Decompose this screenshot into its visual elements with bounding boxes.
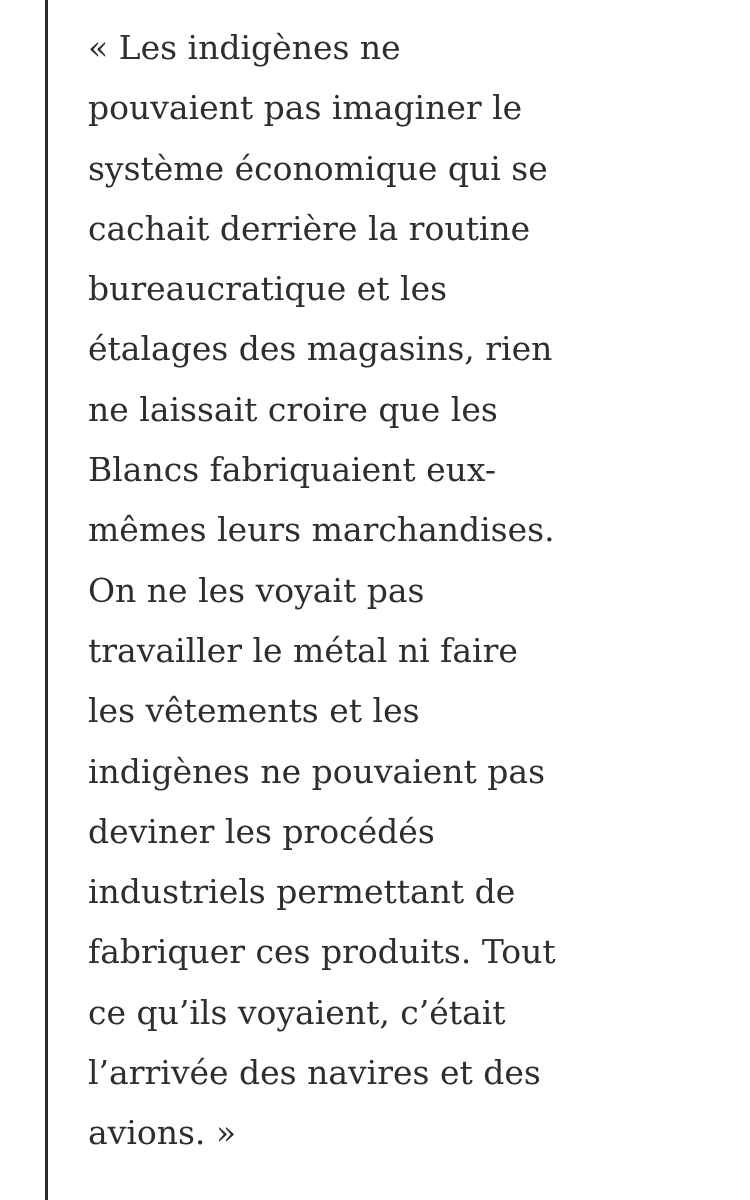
quote-line: système économique qui se xyxy=(88,148,548,188)
quote-line: « Les indigènes ne xyxy=(88,28,401,67)
quote-line: On ne les voyait pas xyxy=(88,570,425,610)
quote-line: ne laissait croire que les xyxy=(88,389,498,429)
quote-line: deviner les procédés xyxy=(88,811,435,851)
quote-line: cachait derrière la routine xyxy=(88,208,531,248)
quote-line: mêmes leurs marchandises. xyxy=(88,510,555,550)
quote-line: pouvaient pas imaginer le xyxy=(88,88,523,128)
quote-line: étalages des magasins, rien xyxy=(88,329,553,369)
quote-line: industriels permettant de xyxy=(88,872,516,912)
quote-line: travailler le métal ni faire xyxy=(88,630,518,670)
quote-line: Blancs fabriquaient eux- xyxy=(88,450,497,490)
quote-line: ce qu’ils voyaient, c’était xyxy=(88,992,506,1032)
quote-line: bureaucratique et les xyxy=(88,269,448,309)
quote-line: fabriquer ces produits. Tout xyxy=(88,932,556,972)
quote-line: l’arrivée des navires et des xyxy=(88,1053,541,1093)
blockquote-text xyxy=(88,18,738,1164)
quote-line: les vêtements et les xyxy=(88,691,420,731)
blockquote-border xyxy=(45,0,48,1200)
quote-line: avions. » xyxy=(88,1113,237,1153)
quote-line: indigènes ne pouvaient pas xyxy=(88,751,546,791)
